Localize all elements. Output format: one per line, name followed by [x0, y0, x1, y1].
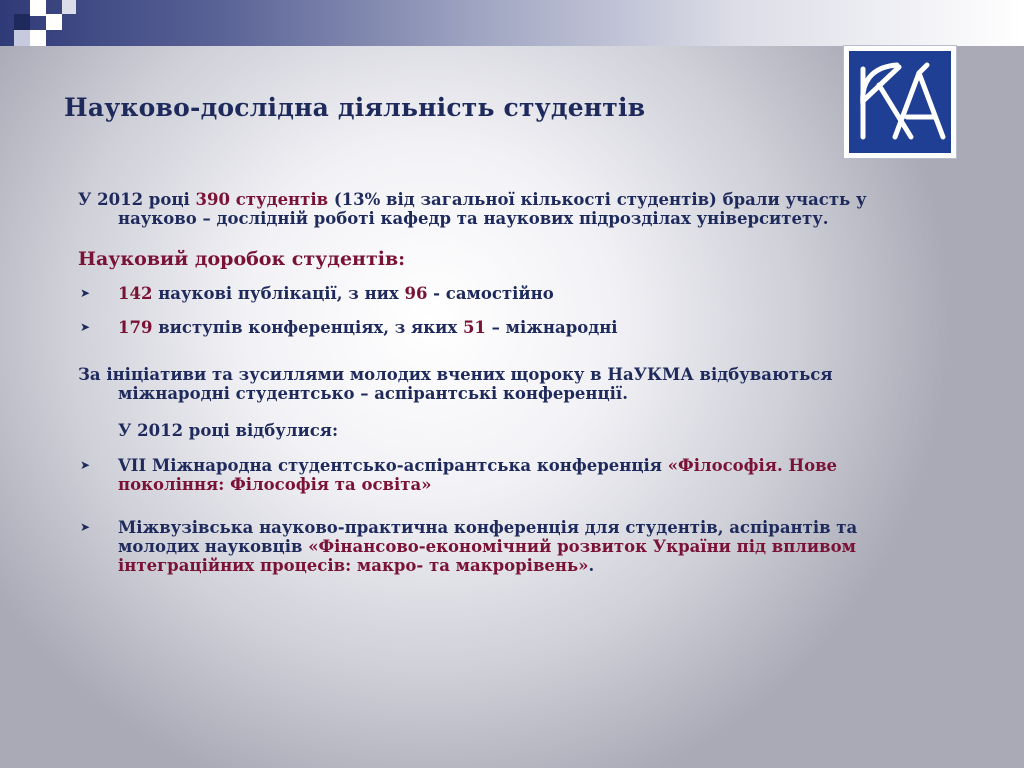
corner-square — [46, 14, 62, 30]
slide-title: Науково-дослідна діяльність студентів — [64, 93, 646, 122]
output-heading: Науковий доробок студентів: — [78, 248, 406, 270]
arrow-bullet-icon: ➤ — [80, 458, 91, 472]
header-band — [0, 0, 1024, 46]
arrow-bullet-icon: ➤ — [80, 520, 91, 534]
conference-item: ➤ Міжвузівська науково-практична конференція для студентів, аспірантів та молодих науковців «Фінансово-економічний розвиток України під впливом інтеграційних процесів: макро- та макрорівень». — [80, 518, 858, 575]
corner-square — [30, 30, 46, 46]
intro-paragraph: У 2012 році 390 студентів (13% від загальної кількості студентів) брали участь у науково – дослідній роботі кафедр та наукових підрозділах університету. — [78, 190, 867, 228]
output-item: ➤ 179 виступів конференціях, з яких 51 – міжнародні — [80, 318, 618, 337]
corner-square — [14, 14, 30, 30]
corner-square — [30, 0, 46, 16]
conference-name: «Філософія. Нове покоління: Філософія та освіта» — [118, 456, 838, 494]
highlight-count: 390 студентів — [195, 190, 329, 209]
slide-body — [78, 190, 938, 575]
conference-name: «Фінансово-економічний розвиток України під впливом інтеграційних процесів: макро- та макрорівень» — [118, 537, 856, 575]
output-item: ➤ 142 наукові публікації, з них 96 - самостійно — [80, 284, 554, 303]
conference-item: ➤ VII Міжнародна студентсько-аспірантська конференція «Філософія. Нове покоління: Філософія та освіта» — [80, 456, 838, 494]
arrow-bullet-icon: ➤ — [80, 286, 91, 300]
corner-square — [62, 0, 76, 14]
initiative-paragraph: За ініціативи та зусиллями молодих вчених щороку в НаУКМА відбуваються міжнародні студентсько – аспірантські конференції. — [78, 365, 833, 403]
corner-square — [14, 30, 30, 46]
naukma-logo-icon — [843, 45, 957, 159]
arrow-bullet-icon: ➤ — [80, 320, 91, 334]
year-note: У 2012 році відбулися: — [118, 421, 339, 440]
